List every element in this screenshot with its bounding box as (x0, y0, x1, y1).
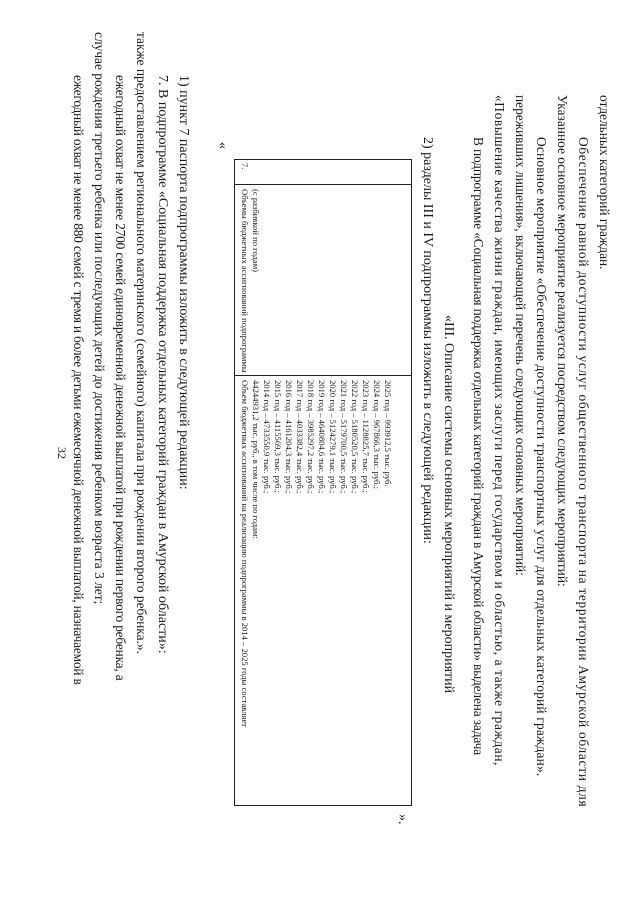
quote-open: « (215, 142, 230, 149)
text-line: Основное мероприятие «Обеспечение доступности транспортных услуг для отдельных категорий граждан». (534, 137, 549, 777)
page-number: 32 (55, 447, 69, 459)
text-line: ежегодный охват не менее 880 семей с тремя и более детьми ежемесячной денежной выплатой, назначаемой в (71, 75, 86, 685)
quote-close: ». (395, 814, 410, 825)
text-line: также предоставлением регионального материнского (семейного) капитала при рождении второго ребенка.». (134, 32, 149, 654)
text-line: «Повышение качества жизни граждан, имеющих заслуги перед государством и областью, а также граждан, (492, 95, 507, 767)
text-line: В подпрограмме «Социальная поддержка отдельных категорий граждан в Амурской области» выделена задача (471, 137, 486, 755)
passport-table (234, 159, 412, 806)
table-cell-number: 7. (235, 160, 411, 185)
text-line: Обеспечение равной доступности услуг общественного транспорта на территории Амурской области для (576, 137, 591, 808)
section-heading: «III. Описание системы основных мероприятий и мероприятий (441, 315, 456, 694)
text-line: Указанное основное мероприятие реализуется посредством следующих мероприятий: (555, 95, 570, 587)
text-line: 7. В подпрограмме «Социальная поддержка отдельных категорий граждан в Амурской области»: (155, 75, 170, 654)
text-line: отдельных категорий граждан. (597, 95, 612, 270)
text-line: 1) пункт 7 паспорта подпрограммы изложить в следующей редакции: (176, 75, 191, 490)
text-line: ежегодный охват не менее 2700 семей единовременной денежной выплатой при рождении первого ребенка, а (113, 75, 128, 681)
table-cell-label: Объемы бюджетных ассигнований подпрограммы (с разбивкой по годам) (235, 185, 411, 376)
text-line: переживших лишения», включающей перечень следующих основных мероприятий: (513, 95, 528, 576)
text-line: случае рождения третьего ребенка или последующих детей до достижения ребенком возраста 3 лет; (92, 32, 107, 605)
text-line: 2) разделы III и IV подпрограммы изложить в следующей редакции: (420, 137, 435, 544)
table-cell-value: Объем бюджетных ассигнований на реализацию подпрограммы в 2014 – 2025 годы составляет 44244931,2 тыс. руб., в том числе по годам: 2014 год – 4733550,9 тыс. руб.; 2015 год – 4115569,3 тыс. руб.; 2016 год – 4161204,3 тыс. руб.; 2017 год – 4033382,4 тыс. руб.; 2018 год – 3985297,2 тыс. руб.; 2019 год – 4640804,6 тыс. руб.; 2020 год – 5124279,1 тыс. руб.; 2021 год – 5179700,5 тыс. руб.; 2022 год – 5180520,5 тыс. руб.; 2023 год – 1128825,7 тыс. руб.; 2024 год – 967866,3 тыс. руб.; 2025 год – 993912,5 тыс. руб. (240, 380, 393, 728)
